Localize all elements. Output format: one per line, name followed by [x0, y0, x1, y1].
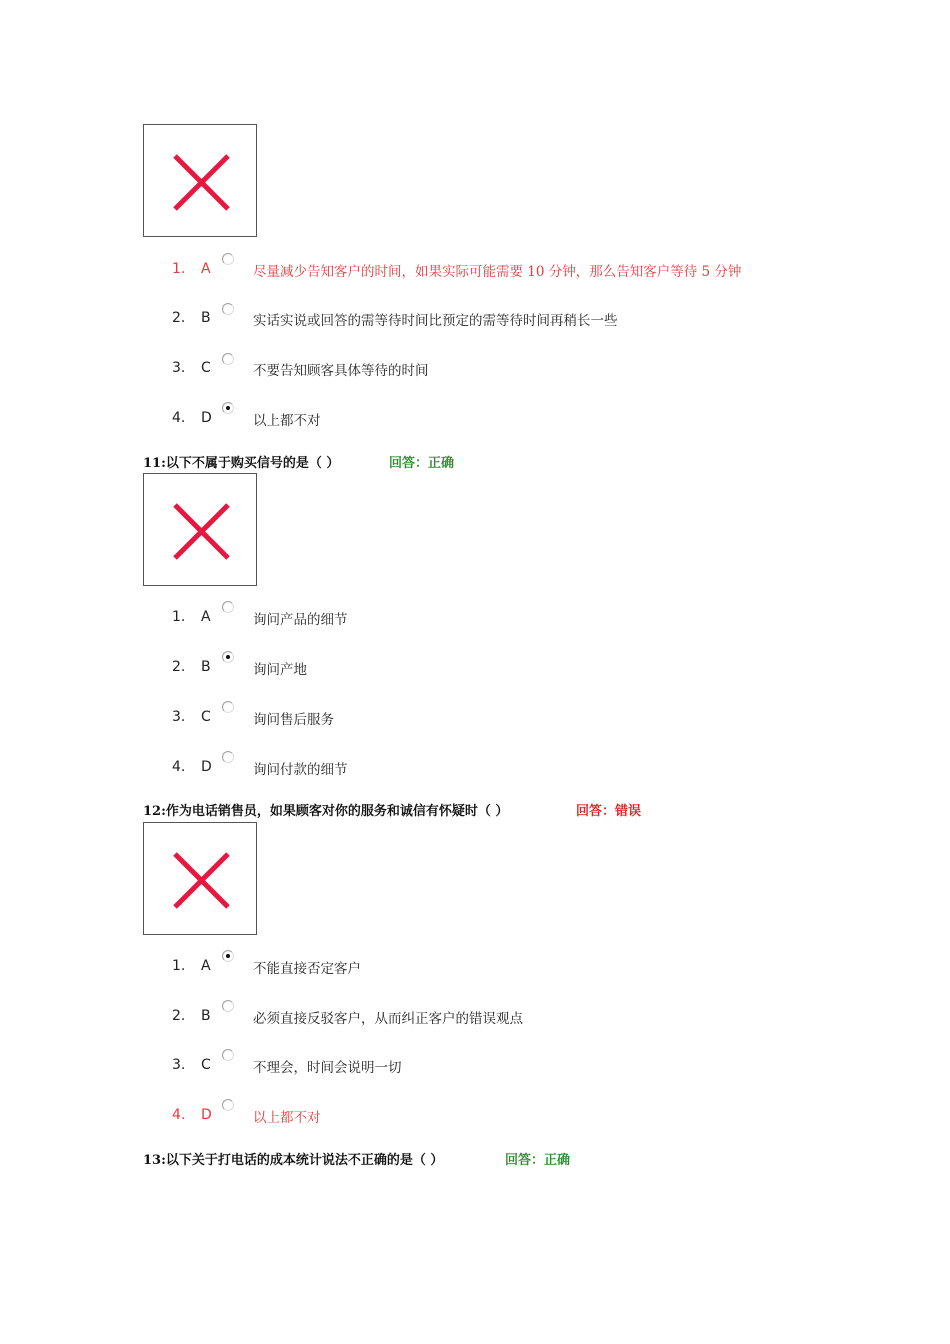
option-letter: D: [201, 410, 212, 426]
option-letter: A: [201, 609, 211, 625]
question-image-placeholder: [143, 124, 257, 237]
option-radio[interactable]: [222, 751, 234, 763]
option-radio[interactable]: [222, 701, 234, 713]
option-radio[interactable]: [222, 1099, 234, 1111]
option-number: 2.: [172, 659, 186, 675]
option-radio[interactable]: [222, 353, 234, 365]
option-text: 以上都不对: [253, 1110, 321, 1126]
option-radio-selected[interactable]: [222, 950, 234, 962]
answer-status-wrong: 回答：错误: [576, 804, 642, 819]
option-text: 以上都不对: [253, 413, 321, 429]
option-radio[interactable]: [222, 601, 234, 613]
option-text: 不能直接否定客户: [253, 961, 361, 977]
option-letter: B: [201, 310, 211, 326]
broken-image-x-icon: [144, 474, 258, 587]
option-text: 尽量减少告知客户的时间，如果实际可能需要 10 分钟，那么告知客户等待 5 分钟: [253, 264, 742, 280]
option-number: 3.: [172, 709, 186, 725]
option-letter: B: [201, 1008, 211, 1024]
option-letter: A: [201, 958, 211, 974]
question-image-placeholder: [143, 822, 257, 935]
option-number: 1.: [172, 261, 186, 277]
option-radio[interactable]: [222, 303, 234, 315]
broken-image-x-icon: [144, 823, 258, 936]
option-radio[interactable]: [222, 253, 234, 265]
option-letter: D: [201, 759, 212, 775]
option-text: 实话实说或回答的需等待时间比预定的需等待时间再稍长一些: [253, 313, 618, 329]
question-title: 12:作为电话销售员，如果顾客对你的服务和诚信有怀疑时（ ）: [143, 804, 509, 819]
option-number: 3.: [172, 1057, 186, 1073]
option-text: 询问产地: [253, 662, 307, 678]
answer-status-correct: 回答：正确: [389, 456, 455, 471]
option-number: 2.: [172, 1008, 186, 1024]
option-number: 1.: [172, 958, 186, 974]
broken-image-x-icon: [144, 125, 258, 238]
option-text: 询问产品的细节: [253, 612, 348, 628]
question-title: 13:以下关于打电话的成本统计说法不正确的是（ ）: [143, 1153, 444, 1168]
option-radio-selected[interactable]: [222, 402, 234, 414]
question-image-placeholder: [143, 473, 257, 586]
option-radio[interactable]: [222, 1000, 234, 1012]
option-text: 询问售后服务: [253, 712, 334, 728]
option-number: 4.: [172, 1107, 186, 1123]
option-text: 不理会，时间会说明一切: [253, 1060, 402, 1076]
option-number: 4.: [172, 759, 186, 775]
option-letter: C: [201, 1057, 211, 1073]
option-text: 询问付款的细节: [253, 762, 348, 778]
option-letter: D: [201, 1107, 212, 1123]
option-number: 4.: [172, 410, 186, 426]
option-letter: B: [201, 659, 211, 675]
option-radio-selected[interactable]: [222, 651, 234, 663]
option-letter: C: [201, 709, 211, 725]
option-number: 2.: [172, 310, 186, 326]
question-title: 11:以下不属于购买信号的是（ ）: [143, 456, 340, 471]
option-letter: C: [201, 360, 211, 376]
option-text: 必须直接反驳客户，从而纠正客户的错误观点: [253, 1011, 523, 1027]
option-number: 3.: [172, 360, 186, 376]
option-letter: A: [201, 261, 211, 277]
answer-status-correct: 回答：正确: [505, 1153, 571, 1168]
option-radio[interactable]: [222, 1049, 234, 1061]
option-text: 不要告知顾客具体等待的时间: [253, 363, 429, 379]
option-number: 1.: [172, 609, 186, 625]
